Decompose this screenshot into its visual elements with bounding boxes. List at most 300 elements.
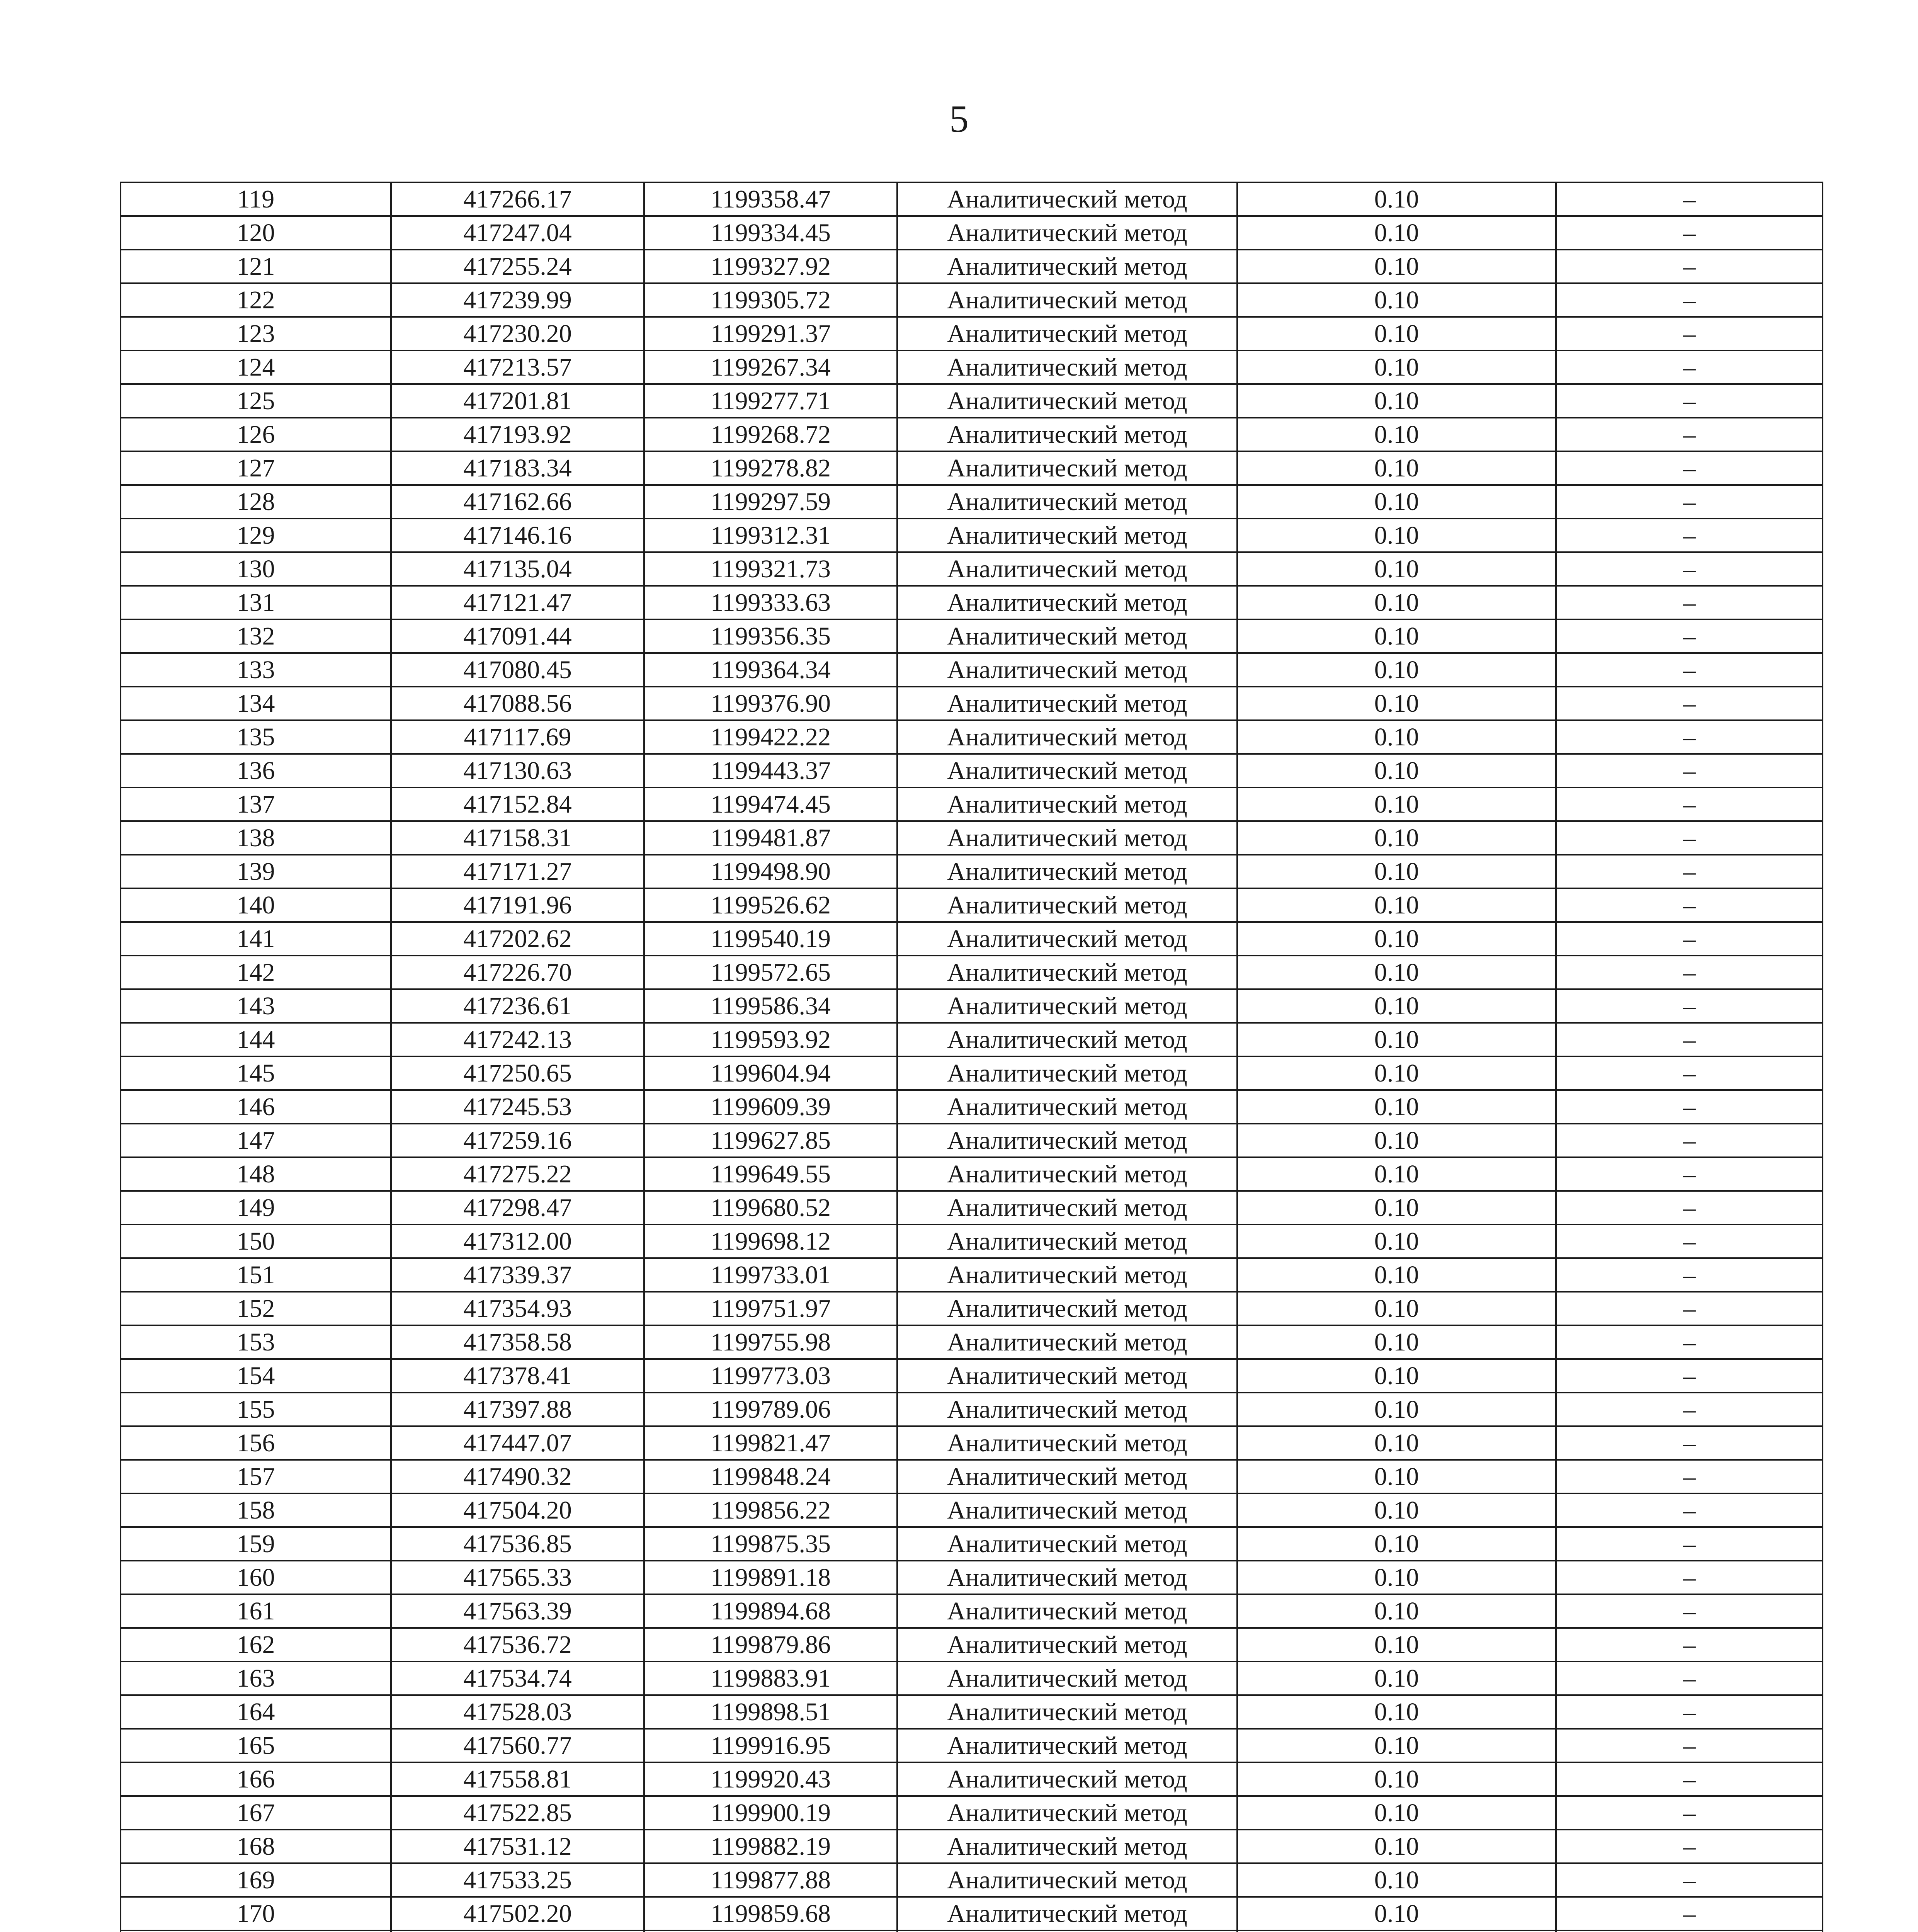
description-cell: – [1556, 1460, 1823, 1493]
y-coordinate-cell: 1199572.65 [644, 956, 897, 989]
accuracy-cell: 0.10 [1237, 1225, 1556, 1258]
method-cell: Аналитический метод [897, 922, 1237, 956]
y-coordinate-cell: 1199333.63 [644, 586, 897, 619]
y-coordinate-cell: 1199278.82 [644, 451, 897, 485]
accuracy-cell: 0.10 [1237, 451, 1556, 485]
accuracy-cell: 0.10 [1237, 1359, 1556, 1393]
description-cell: – [1556, 182, 1823, 216]
description-cell: – [1556, 519, 1823, 552]
method-cell: Аналитический метод [897, 720, 1237, 754]
y-coordinate-cell: 1199498.90 [644, 855, 897, 888]
description-cell: – [1556, 1258, 1823, 1292]
method-cell: Аналитический метод [897, 350, 1237, 384]
accuracy-cell: 0.10 [1237, 1493, 1556, 1527]
table-row [121, 1527, 1823, 1561]
x-coordinate-cell: 417183.34 [391, 451, 644, 485]
table-row [121, 1561, 1823, 1594]
table-row [121, 216, 1823, 250]
x-coordinate-cell: 417236.61 [391, 989, 644, 1023]
method-cell: Аналитический метод [897, 1090, 1237, 1124]
method-cell: Аналитический метод [897, 1157, 1237, 1191]
point-number-cell: 159 [121, 1527, 391, 1561]
table-row [121, 1897, 1823, 1930]
accuracy-cell: 0.10 [1237, 1628, 1556, 1662]
x-coordinate-cell: 417247.04 [391, 216, 644, 250]
x-coordinate-cell: 417536.85 [391, 1527, 644, 1561]
y-coordinate-cell: 1199751.97 [644, 1292, 897, 1325]
y-coordinate-cell: 1199755.98 [644, 1325, 897, 1359]
description-cell: – [1556, 216, 1823, 250]
method-cell: Аналитический метод [897, 1594, 1237, 1628]
x-coordinate-cell: 417447.07 [391, 1426, 644, 1460]
point-number-cell: 131 [121, 586, 391, 619]
y-coordinate-cell: 1199698.12 [644, 1225, 897, 1258]
table-row [121, 888, 1823, 922]
method-cell: Аналитический метод [897, 1426, 1237, 1460]
accuracy-cell: 0.10 [1237, 1258, 1556, 1292]
table-row [121, 1023, 1823, 1056]
accuracy-cell: 0.10 [1237, 182, 1556, 216]
table-row [121, 1258, 1823, 1292]
table-row [121, 586, 1823, 619]
y-coordinate-cell: 1199879.86 [644, 1628, 897, 1662]
description-cell: – [1556, 1426, 1823, 1460]
x-coordinate-cell [391, 1930, 644, 1932]
y-coordinate-cell: 1199680.52 [644, 1191, 897, 1225]
y-coordinate-cell: 1199789.06 [644, 1393, 897, 1426]
method-cell: Аналитический метод [897, 956, 1237, 989]
method-cell: Аналитический метод [897, 687, 1237, 720]
point-number-cell: 140 [121, 888, 391, 922]
y-coordinate-cell: 1199267.34 [644, 350, 897, 384]
point-number-cell: 146 [121, 1090, 391, 1124]
description-cell: – [1556, 989, 1823, 1023]
description-cell: – [1556, 1527, 1823, 1561]
table-row [121, 283, 1823, 317]
table-row [121, 1594, 1823, 1628]
x-coordinate-cell: 417242.13 [391, 1023, 644, 1056]
description-cell: – [1556, 350, 1823, 384]
point-number-cell: 154 [121, 1359, 391, 1393]
x-coordinate-cell: 417533.25 [391, 1863, 644, 1897]
x-coordinate-cell: 417528.03 [391, 1695, 644, 1729]
point-number-cell: 153 [121, 1325, 391, 1359]
description-cell: – [1556, 687, 1823, 720]
y-coordinate-cell: 1199305.72 [644, 283, 897, 317]
y-coordinate-cell: 1199627.85 [644, 1124, 897, 1157]
point-number-cell: 120 [121, 216, 391, 250]
method-cell: Аналитический метод [897, 1359, 1237, 1393]
description-cell: – [1556, 821, 1823, 855]
table-row [121, 182, 1823, 216]
point-number-cell: 125 [121, 384, 391, 418]
x-coordinate-cell: 417213.57 [391, 350, 644, 384]
description-cell: – [1556, 384, 1823, 418]
accuracy-cell: 0.10 [1237, 1393, 1556, 1426]
y-coordinate-cell: 1199773.03 [644, 1359, 897, 1393]
description-cell: – [1556, 1594, 1823, 1628]
table-row [121, 1056, 1823, 1090]
description-cell: – [1556, 1056, 1823, 1090]
method-cell: Аналитический метод [897, 1729, 1237, 1762]
point-number-cell: 121 [121, 250, 391, 283]
table-row [121, 250, 1823, 283]
point-number-cell: 128 [121, 485, 391, 519]
point-number-cell: 156 [121, 1426, 391, 1460]
method-cell: Аналитический метод [897, 283, 1237, 317]
accuracy-cell: 0.10 [1237, 317, 1556, 350]
point-number-cell: 145 [121, 1056, 391, 1090]
y-coordinate-cell: 1199604.94 [644, 1056, 897, 1090]
table-row [121, 350, 1823, 384]
method-cell: Аналитический метод [897, 1897, 1237, 1930]
point-number-cell: 136 [121, 754, 391, 787]
description-cell: – [1556, 1124, 1823, 1157]
description-cell: – [1556, 418, 1823, 451]
x-coordinate-cell: 417201.81 [391, 384, 644, 418]
point-number-cell: 139 [121, 855, 391, 888]
point-number-cell: 130 [121, 552, 391, 586]
point-number-cell: 148 [121, 1157, 391, 1191]
method-cell: Аналитический метод [897, 182, 1237, 216]
point-number-cell: 150 [121, 1225, 391, 1258]
table-row [121, 922, 1823, 956]
description-cell: – [1556, 956, 1823, 989]
x-coordinate-cell: 417202.62 [391, 922, 644, 956]
accuracy-cell: 0.10 [1237, 1023, 1556, 1056]
table-row [121, 1796, 1823, 1830]
accuracy-cell: 0.10 [1237, 1124, 1556, 1157]
point-number-cell: 129 [121, 519, 391, 552]
point-number-cell: 165 [121, 1729, 391, 1762]
table-row [121, 1393, 1823, 1426]
accuracy-cell: 0.10 [1237, 1325, 1556, 1359]
point-number-cell: 126 [121, 418, 391, 451]
description-cell: – [1556, 1695, 1823, 1729]
method-cell: Аналитический метод [897, 1124, 1237, 1157]
y-coordinate-cell: 1199859.68 [644, 1897, 897, 1930]
point-number-cell: 170 [121, 1897, 391, 1930]
y-coordinate-cell: 1199358.47 [644, 182, 897, 216]
x-coordinate-cell: 417239.99 [391, 283, 644, 317]
method-cell: Аналитический метод [897, 418, 1237, 451]
table-row [121, 1493, 1823, 1527]
x-coordinate-cell: 417245.53 [391, 1090, 644, 1124]
method-cell: Аналитический метод [897, 855, 1237, 888]
description-cell: – [1556, 653, 1823, 687]
description-cell: – [1556, 1393, 1823, 1426]
table-row [121, 485, 1823, 519]
point-number-cell: 157 [121, 1460, 391, 1493]
x-coordinate-cell: 417091.44 [391, 619, 644, 653]
x-coordinate-cell: 417558.81 [391, 1762, 644, 1796]
table-row [121, 787, 1823, 821]
y-coordinate-cell: 1199882.19 [644, 1830, 897, 1863]
description-cell: – [1556, 283, 1823, 317]
accuracy-cell: 0.10 [1237, 1157, 1556, 1191]
x-coordinate-cell: 417266.17 [391, 182, 644, 216]
accuracy-cell: 0.10 [1237, 1695, 1556, 1729]
description-cell: – [1556, 754, 1823, 787]
point-number-cell: 160 [121, 1561, 391, 1594]
accuracy-cell: 0.10 [1237, 216, 1556, 250]
description-cell: – [1556, 1023, 1823, 1056]
point-number-cell: 162 [121, 1628, 391, 1662]
method-cell: Аналитический метод [897, 1460, 1237, 1493]
method-cell: Аналитический метод [897, 754, 1237, 787]
table-row [121, 519, 1823, 552]
y-coordinate-cell: 1199474.45 [644, 787, 897, 821]
y-coordinate-cell: 1199821.47 [644, 1426, 897, 1460]
accuracy-cell: 0.10 [1237, 1662, 1556, 1695]
method-cell [897, 1930, 1237, 1932]
table-row [121, 1191, 1823, 1225]
x-coordinate-cell: 417536.72 [391, 1628, 644, 1662]
table-row [121, 1325, 1823, 1359]
table-row [121, 1460, 1823, 1493]
x-coordinate-cell: 417397.88 [391, 1393, 644, 1426]
table-row [121, 1930, 1823, 1932]
x-coordinate-cell: 417146.16 [391, 519, 644, 552]
description-cell: – [1556, 1325, 1823, 1359]
y-coordinate-cell: 1199291.37 [644, 317, 897, 350]
coordinates-table-body [121, 182, 1823, 1932]
description-cell: – [1556, 317, 1823, 350]
y-coordinate-cell: 1199875.35 [644, 1527, 897, 1561]
point-number-cell: 163 [121, 1662, 391, 1695]
point-number-cell: 151 [121, 1258, 391, 1292]
accuracy-cell: 0.10 [1237, 1796, 1556, 1830]
y-coordinate-cell: 1199856.22 [644, 1493, 897, 1527]
accuracy-cell: 0.10 [1237, 250, 1556, 283]
accuracy-cell: 0.10 [1237, 653, 1556, 687]
point-number-cell: 166 [121, 1762, 391, 1796]
description-cell: – [1556, 1897, 1823, 1930]
x-coordinate-cell: 417230.20 [391, 317, 644, 350]
accuracy-cell: 0.10 [1237, 1090, 1556, 1124]
description-cell: – [1556, 1729, 1823, 1762]
y-coordinate-cell: 1199334.45 [644, 216, 897, 250]
point-number-cell: 124 [121, 350, 391, 384]
accuracy-cell: 0.10 [1237, 485, 1556, 519]
method-cell: Аналитический метод [897, 1830, 1237, 1863]
point-number-cell: 119 [121, 182, 391, 216]
accuracy-cell: 0.10 [1237, 586, 1556, 619]
x-coordinate-cell: 417255.24 [391, 250, 644, 283]
table-row [121, 1695, 1823, 1729]
description-cell: – [1556, 1628, 1823, 1662]
point-number-cell: 132 [121, 619, 391, 653]
table-row [121, 384, 1823, 418]
x-coordinate-cell: 417275.22 [391, 1157, 644, 1191]
x-coordinate-cell: 417193.92 [391, 418, 644, 451]
y-coordinate-cell: 1199540.19 [644, 922, 897, 956]
y-coordinate-cell: 1199733.01 [644, 1258, 897, 1292]
x-coordinate-cell: 417152.84 [391, 787, 644, 821]
accuracy-cell: 0.10 [1237, 283, 1556, 317]
point-number-cell: 147 [121, 1124, 391, 1157]
method-cell: Аналитический метод [897, 519, 1237, 552]
method-cell: Аналитический метод [897, 1325, 1237, 1359]
y-coordinate-cell: 1199422.22 [644, 720, 897, 754]
method-cell: Аналитический метод [897, 821, 1237, 855]
accuracy-cell: 0.10 [1237, 821, 1556, 855]
point-number-cell: 122 [121, 283, 391, 317]
method-cell: Аналитический метод [897, 1056, 1237, 1090]
table-row [121, 1830, 1823, 1863]
table-row [121, 1729, 1823, 1762]
point-number-cell: 143 [121, 989, 391, 1023]
y-coordinate-cell: 1199481.87 [644, 821, 897, 855]
accuracy-cell: 0.10 [1237, 1594, 1556, 1628]
accuracy-cell: 0.10 [1237, 1292, 1556, 1325]
x-coordinate-cell: 417312.00 [391, 1225, 644, 1258]
method-cell: Аналитический метод [897, 1662, 1237, 1695]
x-coordinate-cell: 417117.69 [391, 720, 644, 754]
table-row [121, 1426, 1823, 1460]
description-cell: – [1556, 250, 1823, 283]
description-cell: – [1556, 1561, 1823, 1594]
description-cell: – [1556, 451, 1823, 485]
accuracy-cell: 0.10 [1237, 418, 1556, 451]
point-number-cell: 135 [121, 720, 391, 754]
x-coordinate-cell: 417565.33 [391, 1561, 644, 1594]
x-coordinate-cell: 417531.12 [391, 1830, 644, 1863]
table-row [121, 653, 1823, 687]
description-cell: – [1556, 1225, 1823, 1258]
point-number-cell: 164 [121, 1695, 391, 1729]
table-row [121, 1359, 1823, 1393]
table-row [121, 1124, 1823, 1157]
accuracy-cell: 0.10 [1237, 1527, 1556, 1561]
y-coordinate-cell: 1199268.72 [644, 418, 897, 451]
coordinates-table [120, 182, 1823, 1932]
table-row [121, 619, 1823, 653]
table-row [121, 1662, 1823, 1695]
point-number-cell: 123 [121, 317, 391, 350]
description-cell: – [1556, 1762, 1823, 1796]
accuracy-cell: 0.10 [1237, 855, 1556, 888]
description-cell: – [1556, 855, 1823, 888]
point-number-cell: 169 [121, 1863, 391, 1897]
description-cell: – [1556, 552, 1823, 586]
accuracy-cell: 0.10 [1237, 1729, 1556, 1762]
method-cell: Аналитический метод [897, 1292, 1237, 1325]
description-cell [1556, 1930, 1823, 1932]
accuracy-cell: 0.10 [1237, 888, 1556, 922]
accuracy-cell: 0.10 [1237, 519, 1556, 552]
description-cell: – [1556, 1191, 1823, 1225]
accuracy-cell: 0.10 [1237, 619, 1556, 653]
table-row [121, 989, 1823, 1023]
x-coordinate-cell: 417534.74 [391, 1662, 644, 1695]
x-coordinate-cell: 417088.56 [391, 687, 644, 720]
method-cell: Аналитический метод [897, 1225, 1237, 1258]
method-cell: Аналитический метод [897, 1695, 1237, 1729]
y-coordinate-cell: 1199609.39 [644, 1090, 897, 1124]
table-row [121, 1292, 1823, 1325]
description-cell: – [1556, 1662, 1823, 1695]
method-cell: Аналитический метод [897, 317, 1237, 350]
y-coordinate-cell: 1199900.19 [644, 1796, 897, 1830]
point-number-cell: 155 [121, 1393, 391, 1426]
description-cell: – [1556, 586, 1823, 619]
point-number-cell: 138 [121, 821, 391, 855]
y-coordinate-cell: 1199593.92 [644, 1023, 897, 1056]
accuracy-cell: 0.10 [1237, 1056, 1556, 1090]
y-coordinate-cell: 1199649.55 [644, 1157, 897, 1191]
method-cell: Аналитический метод [897, 451, 1237, 485]
x-coordinate-cell: 417191.96 [391, 888, 644, 922]
x-coordinate-cell: 417339.37 [391, 1258, 644, 1292]
accuracy-cell: 0.10 [1237, 1561, 1556, 1594]
description-cell: – [1556, 1493, 1823, 1527]
method-cell: Аналитический метод [897, 586, 1237, 619]
method-cell: Аналитический метод [897, 787, 1237, 821]
y-coordinate-cell: 1199312.31 [644, 519, 897, 552]
description-cell: – [1556, 1796, 1823, 1830]
method-cell: Аналитический метод [897, 1023, 1237, 1056]
point-number-cell: 161 [121, 1594, 391, 1628]
description-cell: – [1556, 888, 1823, 922]
method-cell: Аналитический метод [897, 1191, 1237, 1225]
table-row [121, 1090, 1823, 1124]
x-coordinate-cell: 417354.93 [391, 1292, 644, 1325]
point-number-cell: 168 [121, 1830, 391, 1863]
x-coordinate-cell: 417563.39 [391, 1594, 644, 1628]
x-coordinate-cell: 417158.31 [391, 821, 644, 855]
description-cell: – [1556, 619, 1823, 653]
x-coordinate-cell: 417259.16 [391, 1124, 644, 1157]
description-cell: – [1556, 1292, 1823, 1325]
table-row [121, 855, 1823, 888]
x-coordinate-cell: 417504.20 [391, 1493, 644, 1527]
point-number-cell: 158 [121, 1493, 391, 1527]
accuracy-cell: 0.10 [1237, 720, 1556, 754]
method-cell: Аналитический метод [897, 1493, 1237, 1527]
y-coordinate-cell: 1199376.90 [644, 687, 897, 720]
accuracy-cell: 0.10 [1237, 1762, 1556, 1796]
method-cell: Аналитический метод [897, 1527, 1237, 1561]
method-cell: Аналитический метод [897, 485, 1237, 519]
accuracy-cell [1237, 1930, 1556, 1932]
table-row [121, 1225, 1823, 1258]
method-cell: Аналитический метод [897, 384, 1237, 418]
y-coordinate-cell: 1199327.92 [644, 250, 897, 283]
point-number-cell: 144 [121, 1023, 391, 1056]
y-coordinate-cell: 1199877.88 [644, 1863, 897, 1897]
y-coordinate-cell: 1199891.18 [644, 1561, 897, 1594]
table-row [121, 821, 1823, 855]
y-coordinate-cell: 1199916.95 [644, 1729, 897, 1762]
description-cell: – [1556, 485, 1823, 519]
x-coordinate-cell: 417135.04 [391, 552, 644, 586]
accuracy-cell: 0.10 [1237, 384, 1556, 418]
page-number: 5 [949, 97, 969, 140]
x-coordinate-cell: 417162.66 [391, 485, 644, 519]
table-row [121, 1762, 1823, 1796]
accuracy-cell: 0.10 [1237, 922, 1556, 956]
description-cell: – [1556, 1090, 1823, 1124]
y-coordinate-cell: 1199848.24 [644, 1460, 897, 1493]
accuracy-cell: 0.10 [1237, 754, 1556, 787]
description-cell: – [1556, 1359, 1823, 1393]
method-cell: Аналитический метод [897, 1628, 1237, 1662]
y-coordinate-cell: 1199321.73 [644, 552, 897, 586]
point-number-cell: 127 [121, 451, 391, 485]
accuracy-cell: 0.10 [1237, 687, 1556, 720]
y-coordinate-cell: 1199443.37 [644, 754, 897, 787]
